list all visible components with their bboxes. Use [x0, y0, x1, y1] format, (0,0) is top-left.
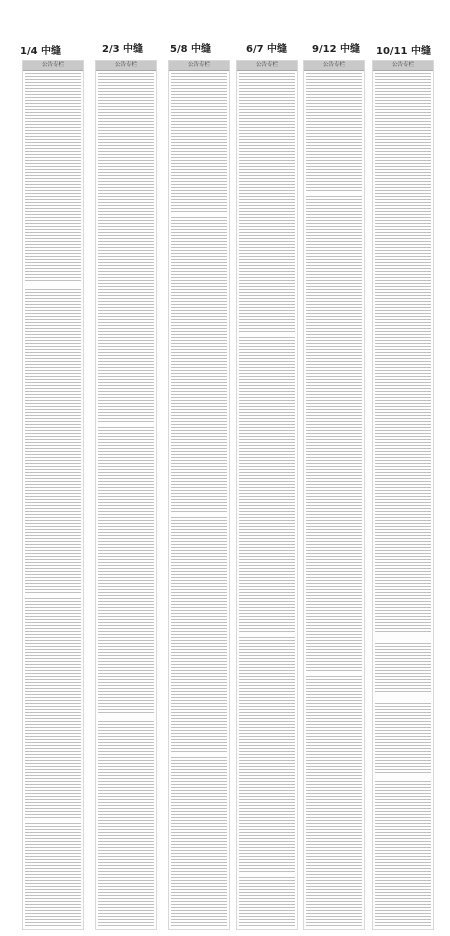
label-6-7: 6/7 中缝 — [246, 44, 288, 55]
column-header: 公告专栏 — [96, 61, 156, 71]
newspaper-column-10-11 — [372, 60, 434, 930]
column-text-block — [171, 73, 227, 927]
column-header: 公告专栏 — [237, 61, 297, 71]
newspaper-column-5-8 — [168, 60, 230, 930]
column-text-block — [98, 73, 154, 927]
column-text-block — [239, 73, 295, 927]
label-1-4: 1/4 中缝 — [20, 46, 62, 57]
column-header: 公告专栏 — [23, 61, 83, 71]
column-header: 公告专栏 — [169, 61, 229, 71]
column-text-block — [306, 73, 362, 927]
label-2-3: 2/3 中缝 — [102, 44, 144, 55]
column-header: 公告专栏 — [373, 61, 433, 71]
newspaper-column-9-12 — [303, 60, 365, 930]
newspaper-column-2-3 — [95, 60, 157, 930]
label-10-11: 10/11 中缝 — [376, 46, 431, 57]
column-header: 公告专栏 — [304, 61, 364, 71]
label-9-12: 9/12 中缝 — [312, 44, 361, 55]
column-labels — [0, 0, 450, 60]
label-5-8: 5/8 中缝 — [170, 44, 212, 55]
column-text-block — [25, 73, 81, 927]
newspaper-column-1-4 — [22, 60, 84, 930]
column-text-block — [375, 73, 431, 927]
newspaper-column-6-7 — [236, 60, 298, 930]
